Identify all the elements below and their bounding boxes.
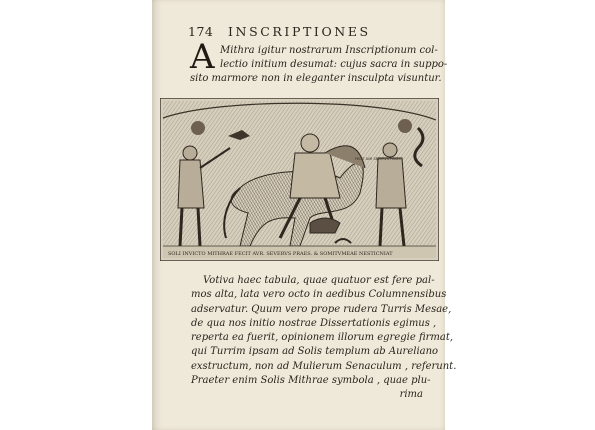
body-line: adservatur. Quum vero prope rudera Turris Mesae, [191, 303, 452, 315]
page-header [188, 24, 408, 40]
side-inscription: FECIT AVR SEVERVS PRAES [355, 157, 401, 161]
body-line: mos alta, lata vero octo in aedibus Columnensibus [191, 289, 447, 301]
intro-paragraph [190, 44, 448, 87]
body-line: de qua nos initio nostrae Dissertationis egimus , [191, 317, 437, 329]
running-head: INSCRIPTIONES [228, 24, 371, 39]
body-line: Votiva haec tabula, quae quatuor est fere pal- [203, 275, 435, 286]
intro-line: lectio initium desumat: cujus sacra in suppo- [220, 59, 448, 71]
body-line: qui Turrim ipsam ad Solis templum ab Aureliano [191, 346, 439, 358]
intro-line: sito marmore non in eleganter insculpta visuntur. [190, 73, 442, 85]
mithras-relief-engraving [160, 98, 439, 261]
page-number: 174 [188, 24, 214, 39]
catchword: rima [399, 389, 423, 401]
body-line: reperta ea fuerit, opinionem illorum egregie firmat, [191, 332, 454, 344]
body-line: exstructum, non ad Mulierum Senaculum , referunt. [191, 360, 457, 372]
body-line: Praeter enim Solis Mithrae symbola , quae plu- [191, 375, 431, 387]
intro-line: Mithra igitur nostrarum Inscriptionum col- [220, 45, 438, 56]
body-paragraph [191, 274, 457, 403]
drop-cap: A [190, 37, 215, 77]
plate-inscription: SOLI INVICTO MITHRAE FECIT AVR. SEVERVS PRAES. & SOMITVMEAE NESTICNIAT [168, 251, 393, 257]
